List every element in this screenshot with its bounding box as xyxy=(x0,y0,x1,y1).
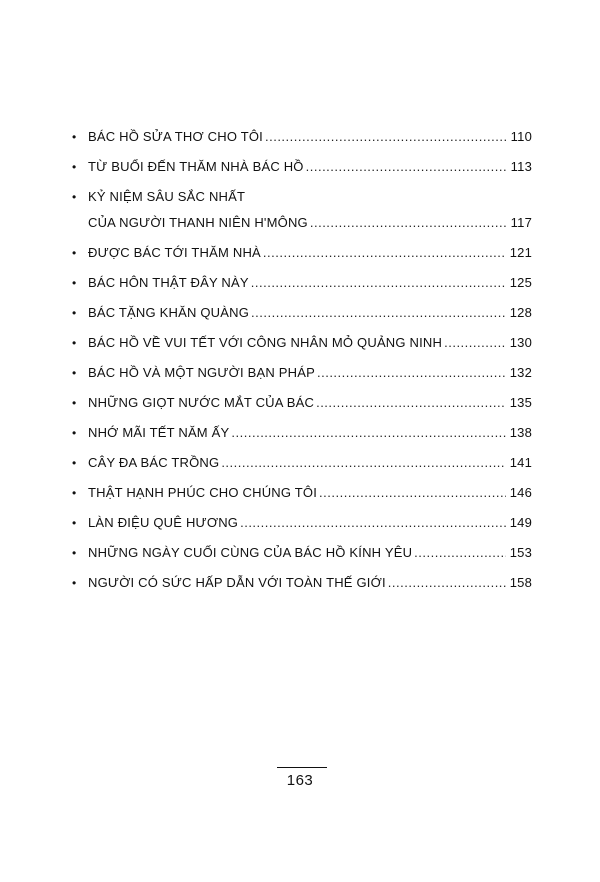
page-number-rule xyxy=(277,767,327,768)
toc-entry-title: BÁC HỒ VỀ VUI TẾT VỚI CÔNG NHÂN MỎ QUẢNG NINH xyxy=(88,335,443,350)
toc-entry-page: 135 xyxy=(509,395,532,410)
toc-entry xyxy=(72,540,532,566)
dot-leader xyxy=(388,570,506,596)
toc-entry-body xyxy=(88,420,532,446)
toc-entry xyxy=(72,154,532,180)
toc-entry-body xyxy=(88,570,532,596)
toc-entry-title: NGƯỜI CÓ SỨC HẤP DẪN VỚI TOÀN THẾ GIỚI xyxy=(88,575,386,590)
toc-entry-body xyxy=(88,154,532,180)
toc-entry-line xyxy=(88,330,532,356)
toc-entry-line xyxy=(88,300,532,326)
toc-entry-body xyxy=(88,240,532,266)
bullet-icon: • xyxy=(72,546,77,560)
toc-entry-title: ĐƯỢC BÁC TỚI THĂM NHÀ xyxy=(88,245,261,260)
dot-leader xyxy=(251,300,506,326)
toc-entry-title: TỪ BUỔI ĐẾN THĂM NHÀ BÁC HỒ xyxy=(88,159,304,174)
toc-entry-title: LÀN ĐIỆU QUÊ HƯƠNG xyxy=(88,515,239,530)
bullet-icon: • xyxy=(72,336,77,350)
toc-entry-line xyxy=(88,360,532,386)
toc-entry xyxy=(72,240,532,266)
toc-entry xyxy=(72,270,532,296)
bullet-icon: • xyxy=(72,130,77,144)
dot-leader xyxy=(319,480,506,506)
bullet-icon: • xyxy=(72,516,77,530)
bullet-icon: • xyxy=(72,426,77,440)
toc-entry-line xyxy=(88,540,532,566)
table-of-contents xyxy=(72,124,532,600)
bullet-icon: • xyxy=(72,306,77,320)
toc-entry-line xyxy=(88,510,532,536)
toc-entry xyxy=(72,124,532,150)
bullet-icon: • xyxy=(72,246,77,260)
toc-entry-page: 153 xyxy=(509,545,532,560)
bullet-icon: • xyxy=(72,396,77,410)
bullet-icon: • xyxy=(72,456,77,470)
toc-entry-title: BÁC TẶNG KHĂN QUÀNG xyxy=(88,305,250,320)
toc-entry-body xyxy=(88,450,532,476)
toc-entry-title: CÂY ĐA BÁC TRỒNG xyxy=(88,455,220,470)
toc-entry-body xyxy=(88,540,532,566)
toc-entry-line xyxy=(88,450,532,476)
page-number: 163 xyxy=(286,772,314,789)
toc-entry-line xyxy=(88,124,532,150)
toc-entry-line xyxy=(88,210,532,236)
dot-leader xyxy=(310,210,506,236)
bullet-icon: • xyxy=(72,160,77,174)
toc-entry-page: 149 xyxy=(509,515,532,530)
dot-leader xyxy=(306,154,506,180)
toc-entry xyxy=(72,510,532,536)
toc-entry-body xyxy=(88,300,532,326)
toc-entry-title: NHỚ MÃI TẾT NĂM ẤY xyxy=(88,425,230,440)
toc-entry-page: 132 xyxy=(509,365,532,380)
bullet-icon: • xyxy=(72,190,77,204)
toc-entry-page: 146 xyxy=(509,485,532,500)
toc-entry-page: 125 xyxy=(509,275,532,290)
dot-leader xyxy=(444,330,506,356)
toc-entry-line xyxy=(88,570,532,596)
toc-entry-title: NHỮNG GIỌT NƯỚC MẮT CỦA BÁC xyxy=(88,395,315,410)
toc-entry-body xyxy=(88,330,532,356)
toc-entry-title: BÁC HỒ SỬA THƠ CHO TÔI xyxy=(88,129,263,144)
toc-entry-body xyxy=(88,390,532,416)
toc-entry-body xyxy=(88,510,532,536)
dot-leader xyxy=(240,510,506,536)
toc-entry-line xyxy=(88,184,532,210)
dot-leader xyxy=(221,450,506,476)
toc-entry-body xyxy=(88,184,532,236)
dot-leader xyxy=(231,420,506,446)
toc-entry-line xyxy=(88,240,532,266)
toc-entry xyxy=(72,420,532,446)
toc-entry-line xyxy=(88,154,532,180)
toc-entry-title: KỶ NIỆM SÂU SẮC NHẤT xyxy=(88,189,246,204)
toc-entry xyxy=(72,570,532,596)
toc-entry-page: 128 xyxy=(509,305,532,320)
toc-entry-page: 117 xyxy=(510,215,532,230)
toc-entry-page: 110 xyxy=(510,129,532,144)
toc-entry-body xyxy=(88,480,532,506)
toc-entry-page: 158 xyxy=(509,575,532,590)
toc-entry xyxy=(72,184,532,236)
toc-entry-line xyxy=(88,420,532,446)
toc-entry xyxy=(72,390,532,416)
bullet-icon: • xyxy=(72,366,77,380)
dot-leader xyxy=(414,540,506,566)
toc-entry-line xyxy=(88,390,532,416)
dot-leader xyxy=(263,240,506,266)
toc-entry-page: 141 xyxy=(509,455,532,470)
bullet-icon: • xyxy=(72,576,77,590)
toc-entry-title: THẬT HẠNH PHÚC CHO CHÚNG TÔI xyxy=(88,485,318,500)
toc-entry xyxy=(72,450,532,476)
toc-entry-line xyxy=(88,270,532,296)
toc-entry-page: 113 xyxy=(510,159,532,174)
toc-entry-title: BÁC HỒ VÀ MỘT NGƯỜI BẠN PHÁP xyxy=(88,365,315,380)
toc-entry-page: 138 xyxy=(509,425,532,440)
toc-entry-title: BÁC HÔN THẬT ĐÂY NÀY xyxy=(88,275,249,290)
bullet-icon: • xyxy=(72,486,77,500)
toc-entry-title: NHỮNG NGÀY CUỐI CÙNG CỦA BÁC HỒ KÍNH YÊU xyxy=(88,545,413,560)
toc-entry-line xyxy=(88,480,532,506)
bullet-icon: • xyxy=(72,276,77,290)
toc-entry-body xyxy=(88,270,532,296)
dot-leader xyxy=(265,124,506,150)
toc-entry xyxy=(72,330,532,356)
dot-leader xyxy=(316,390,506,416)
toc-entry xyxy=(72,300,532,326)
toc-entry-page: 130 xyxy=(509,335,532,350)
toc-entry-title: CỦA NGƯỜI THANH NIÊN H'MÔNG xyxy=(88,215,308,230)
toc-entry-page: 121 xyxy=(509,245,532,260)
toc-entry xyxy=(72,480,532,506)
dot-leader xyxy=(317,360,506,386)
toc-entry-body xyxy=(88,124,532,150)
dot-leader xyxy=(251,270,506,296)
toc-entry-body xyxy=(88,360,532,386)
toc-entry xyxy=(72,360,532,386)
